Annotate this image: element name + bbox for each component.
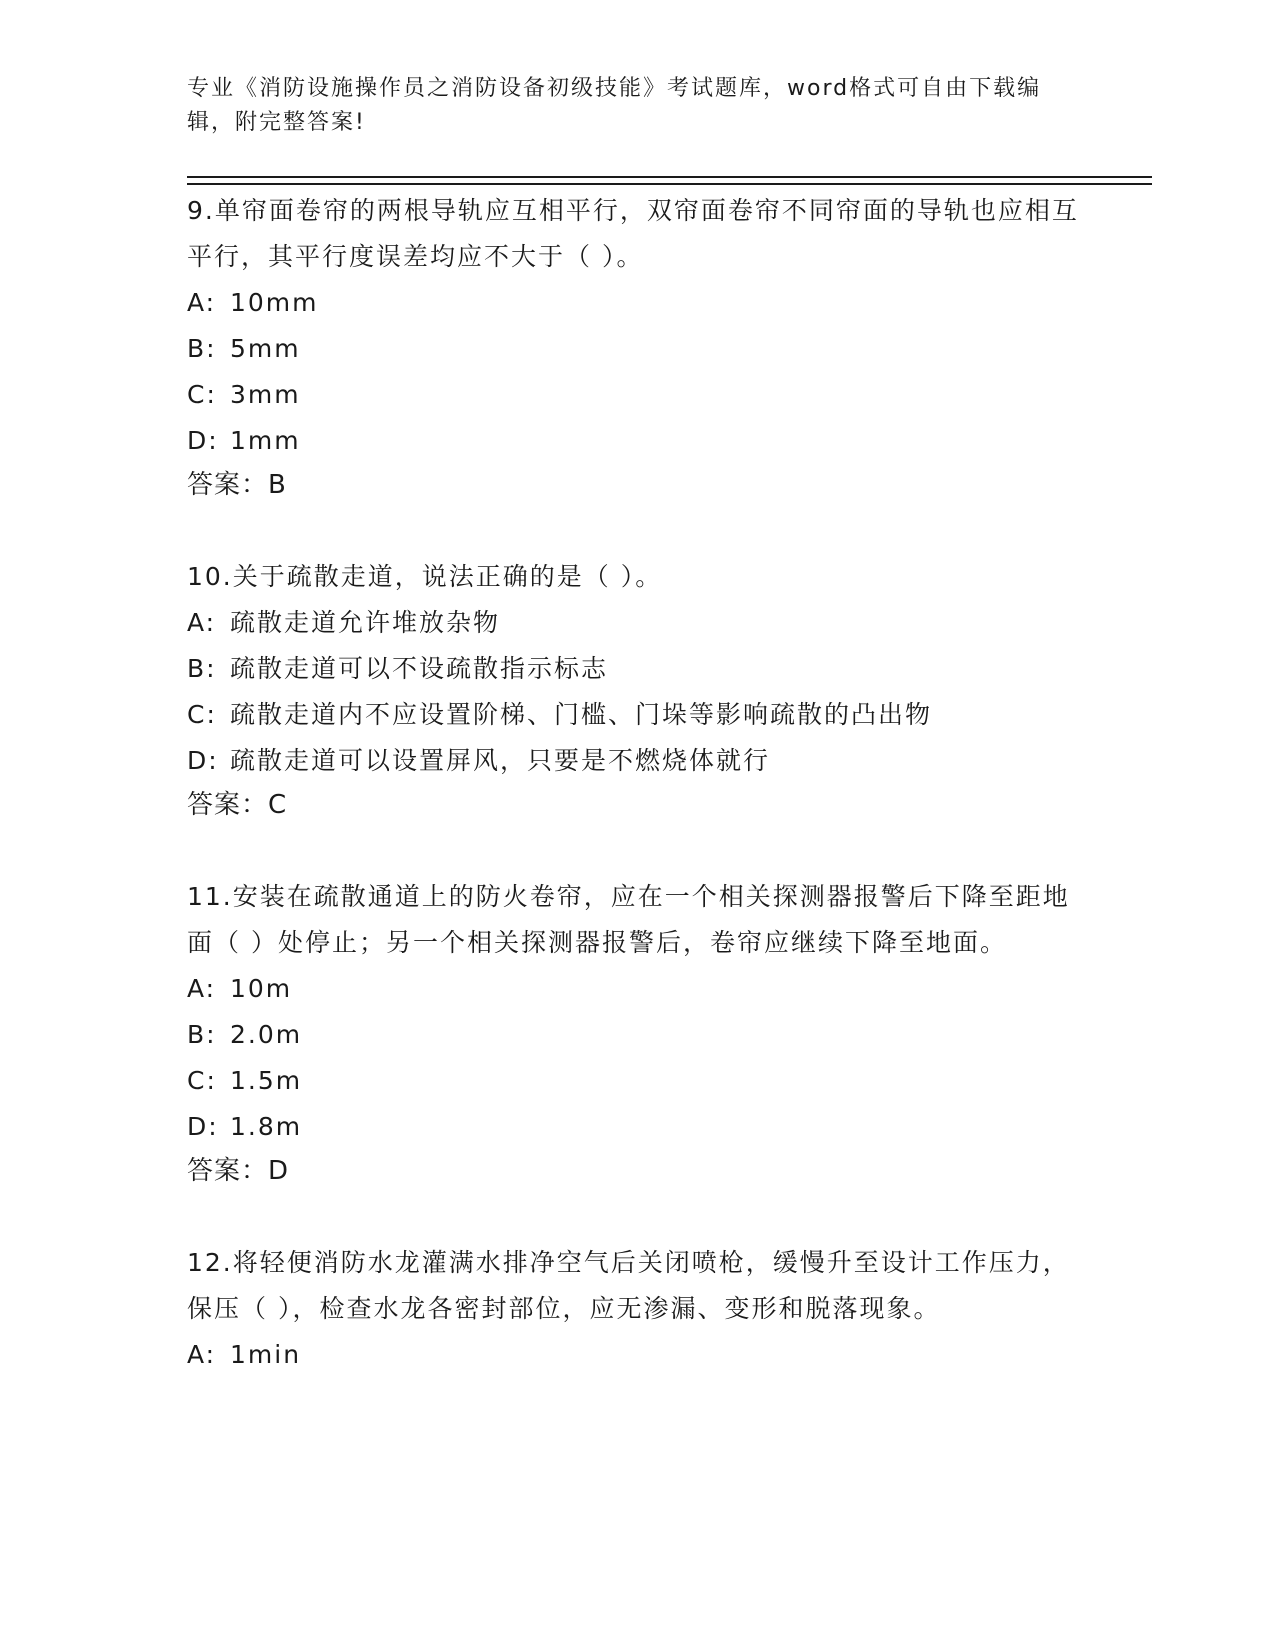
option-text: 1.8m <box>230 1112 303 1141</box>
option-text: 1min <box>230 1340 302 1369</box>
option-d <box>187 418 1087 464</box>
option-c <box>187 372 1087 418</box>
option-a <box>187 280 1087 326</box>
option-b <box>187 326 1087 372</box>
question-item <box>187 874 1087 1192</box>
option-letter: C: <box>187 380 217 409</box>
option-text: 疏散走道可以不设疏散指示标志 <box>230 654 609 683</box>
option-a <box>187 966 1087 1012</box>
option-text: 疏散走道可以设置屏风，只要是不燃烧体就行 <box>230 746 771 775</box>
option-text: 疏散走道内不应设置阶梯、门槛、门垛等影响疏散的凸出物 <box>230 700 933 729</box>
option-text: 疏散走道允许堆放杂物 <box>230 608 501 637</box>
option-letter: D: <box>187 1112 219 1141</box>
option-text: 3mm <box>230 380 301 409</box>
question-stem: 11.安装在疏散通道上的防火卷帘，应在一个相关探测器报警后下降至距地面（ ）处停止；另一个相关探测器报警后，卷帘应继续下降至地面。 <box>187 882 1070 957</box>
option-letter: A: <box>187 288 217 317</box>
question-item <box>187 188 1087 506</box>
option-c <box>187 1058 1087 1104</box>
question-spacer <box>187 826 1087 874</box>
answer-line: 答案：B <box>187 470 287 500</box>
question-stem: 10.关于疏散走道，说法正确的是（ ）。 <box>187 562 663 591</box>
option-text: 5mm <box>230 334 301 363</box>
option-b <box>187 1012 1087 1058</box>
question-list <box>187 188 1087 1378</box>
option-letter: B: <box>187 1020 217 1049</box>
question-stem: 9.单帘面卷帘的两根导轨应互相平行，双帘面卷帘不同帘面的导轨也应相互平行，其平行度误差均应不大于（ ）。 <box>187 196 1079 271</box>
question-spacer <box>187 506 1087 554</box>
option-d <box>187 738 1087 784</box>
option-b <box>187 646 1087 692</box>
document-header: 专业《消防设施操作员之消防设备初级技能》考试题库，word格式可自由下载编辑，附完整答案! <box>187 76 1042 135</box>
option-letter: C: <box>187 1066 217 1095</box>
option-letter: A: <box>187 1340 217 1369</box>
answer-line: 答案：D <box>187 1156 290 1186</box>
question-stem: 12.将轻便消防水龙灌满水排净空气后关闭喷枪，缓慢升至设计工作压力，保压（ ），检查水龙各密封部位，应无渗漏、变形和脱落现象。 <box>187 1248 1070 1323</box>
question-spacer <box>187 1192 1087 1240</box>
option-letter: A: <box>187 608 217 637</box>
option-text: 1.5m <box>230 1066 303 1095</box>
option-text: 10mm <box>230 288 319 317</box>
option-text: 1mm <box>230 426 301 455</box>
answer-line: 答案：C <box>187 790 288 820</box>
option-c <box>187 692 1087 738</box>
option-text: 2.0m <box>230 1020 303 1049</box>
header-divider-bottom <box>187 183 1152 185</box>
option-d <box>187 1104 1087 1150</box>
header-divider-top <box>187 176 1152 178</box>
question-item <box>187 1240 1087 1378</box>
option-letter: B: <box>187 654 217 683</box>
option-letter: B: <box>187 334 217 363</box>
option-letter: D: <box>187 746 219 775</box>
option-text: 10m <box>230 974 293 1003</box>
option-a <box>187 600 1087 646</box>
option-a <box>187 1332 1087 1378</box>
option-letter: A: <box>187 974 217 1003</box>
question-item <box>187 554 1087 826</box>
option-letter: C: <box>187 700 217 729</box>
option-letter: D: <box>187 426 219 455</box>
